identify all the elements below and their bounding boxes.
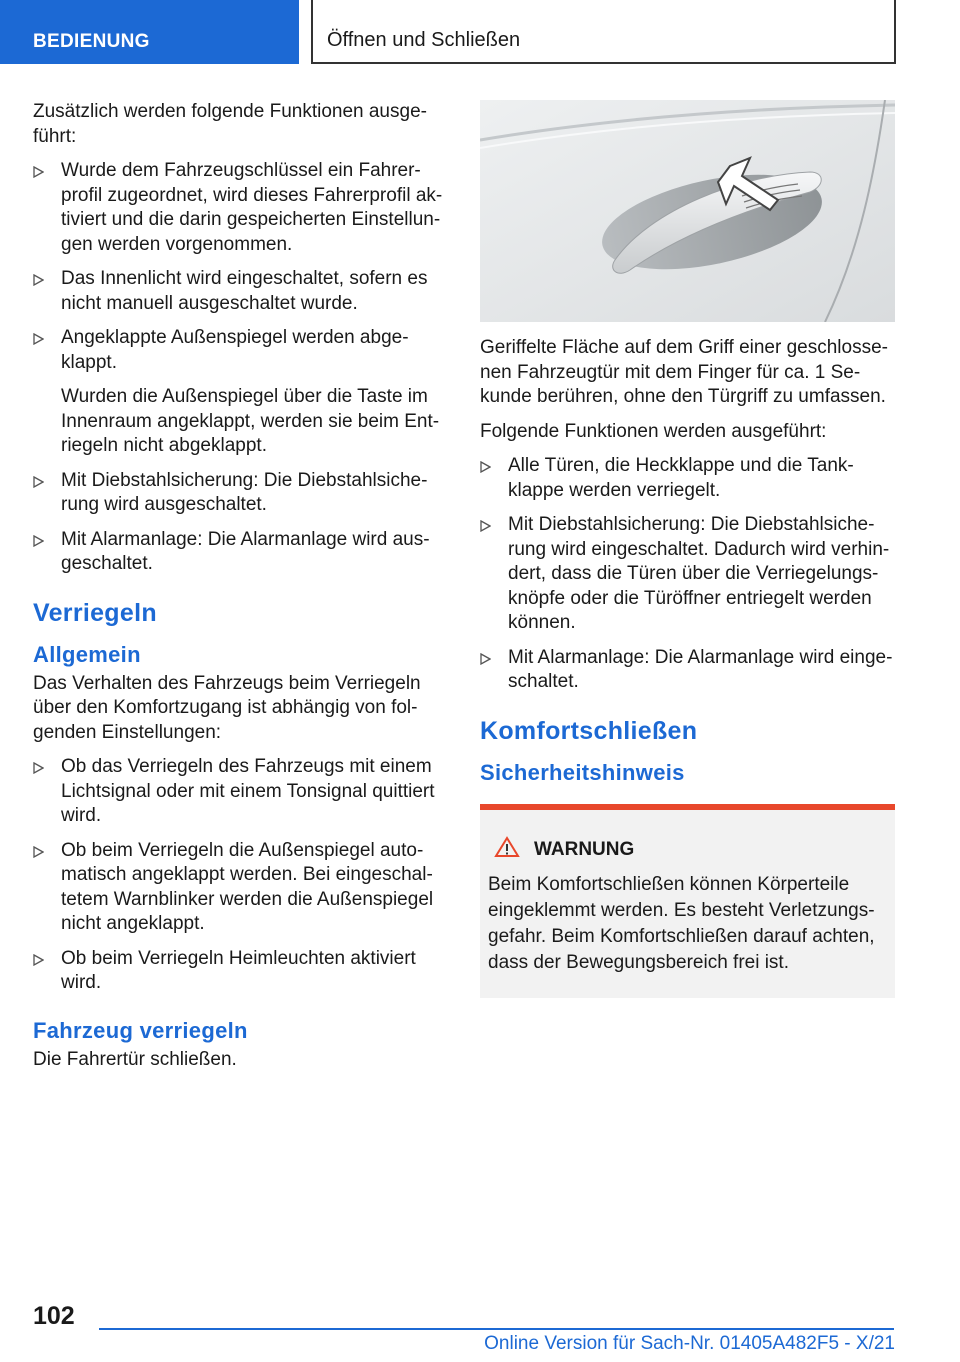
footer-divider (99, 1328, 894, 1330)
bullet-triangle-icon (33, 327, 45, 345)
list-item-text: Alle Türen, die Heckklappe und die Tank-klappe werden verriegelt. (508, 455, 854, 501)
heading-fahrzeug-verriegeln: Fahrzeug verriegeln (33, 1017, 248, 1043)
bullet-triangle-icon (480, 455, 492, 473)
list-item (33, 326, 448, 459)
bullet-triangle-icon (33, 756, 45, 774)
list-item-text: Ob beim Verriegeln Heimleuchten aktiviert wird. (61, 947, 416, 993)
bullet-triangle-icon (480, 514, 492, 532)
list-item (33, 469, 448, 518)
allgemein-text: Das Verhalten des Fahrzeugs beim Verriegeln über den Komfortzugang ist abhängig von fol-genden Einstellungen: (33, 672, 421, 743)
intro-list (33, 159, 448, 577)
list-item-text: Mit Diebstahlsicherung: Die Diebstahlsiche-rung wird eingeschaltet. Dadurch wird verhin-dert, dass die Türen über die Verriegelungs-knöpfe oder die Türöffner entriegelt werden können. (508, 514, 890, 633)
bullet-triangle-icon (33, 470, 45, 488)
page-header (0, 0, 960, 66)
heading-komfortschliessen: Komfortschließen (480, 716, 698, 745)
door-handle-illustration (480, 100, 895, 322)
fahrzeug-text: Die Fahrertür schließen. (33, 1048, 237, 1070)
warning-text: Beim Komfortschließen können Körperteile eingeklemmt werden. Es besteht Verletzungs-gefahr. Beim Komfortschließen darauf achten, dass der Bewegungsbereich frei ist. (488, 873, 875, 973)
chapter-title: Öffnen und Schließen (311, 0, 896, 64)
bullet-triangle-icon (33, 268, 45, 286)
list-item (33, 159, 448, 257)
list-item (33, 528, 448, 577)
list-item-text: Ob beim Verriegeln die Außenspiegel auto-matisch angeklappt werden. Bei eingeschal-tetem Warnblinker werden die Außenspiegel nicht angeklappt. (61, 839, 434, 934)
list-item-text: Angeklappte Außenspiegel werden abge-klappt. (61, 327, 409, 373)
page-number: 102 (33, 1302, 75, 1330)
warning-header (488, 836, 887, 864)
bullet-triangle-icon (480, 647, 492, 665)
heading-sicherheitshinweis: Sicherheitshinweis (480, 759, 685, 785)
list-item (33, 839, 448, 937)
left-column (33, 100, 448, 1082)
list-item (480, 646, 895, 695)
list-item-text: Mit Alarmanlage: Die Alarmanlage wird einge-schaltet. (508, 646, 893, 692)
intro-text: Zusätzlich werden folgende Funktionen ausge-führt: (33, 101, 427, 147)
list-item (480, 513, 895, 636)
warning-label: WARNUNG (534, 838, 635, 860)
bullet-triangle-icon (33, 160, 45, 178)
list-item-text: Mit Alarmanlage: Die Alarmanlage wird aus-geschaltet. (61, 528, 430, 574)
online-version-note: Online Version für Sach-Nr. 01405A482F5 - X/21 (484, 1333, 895, 1354)
section-tab: BEDIENUNG (0, 0, 299, 64)
list-item-text: Mit Diebstahlsicherung: Die Diebstahlsiche-rung wird ausgeschaltet. (61, 469, 428, 515)
right-column (480, 100, 895, 998)
list-item (33, 947, 448, 996)
list-item (33, 755, 448, 829)
list-item-text: Ob das Verriegeln des Fahrzeugs mit einem Lichtsignal oder mit einem Tonsignal quittiert wird. (61, 756, 435, 826)
warning-triangle-icon (494, 836, 534, 864)
allgemein-list (33, 755, 448, 996)
list-item-text: Das Innenlicht wird eingeschaltet, sofern es nicht manuell ausgeschaltet wurde. (61, 268, 428, 314)
list-item (33, 267, 448, 316)
list-item-text: Wurde dem Fahrzeugschlüssel ein Fahrer-profil zugeordnet, wird dieses Fahrerprofil ak-tiviert und die darin gespeicherten Einstellun-gen werden vorgenommen. (61, 160, 443, 255)
figure-caption: Geriffelte Fläche auf dem Griff einer geschlosse-nen Fahrzeugtür mit dem Finger für ca. 1 Se-kunde berühren, ohne den Türgriff zu umfassen. (480, 337, 888, 407)
functions-intro: Folgende Funktionen werden ausgeführt: (480, 420, 827, 442)
heading-verriegeln: Verriegeln (33, 598, 157, 627)
bullet-triangle-icon (33, 948, 45, 966)
functions-list (480, 454, 895, 695)
warning-box (480, 804, 895, 998)
list-item (480, 454, 895, 503)
mirror-note: Wurden die Außenspiegel über die Taste im Innenraum angeklappt, werden sie beim Ent-riegeln nicht abgeklappt. (61, 386, 440, 456)
bullet-triangle-icon (33, 529, 45, 547)
bullet-triangle-icon (33, 840, 45, 858)
heading-allgemein: Allgemein (33, 641, 141, 667)
